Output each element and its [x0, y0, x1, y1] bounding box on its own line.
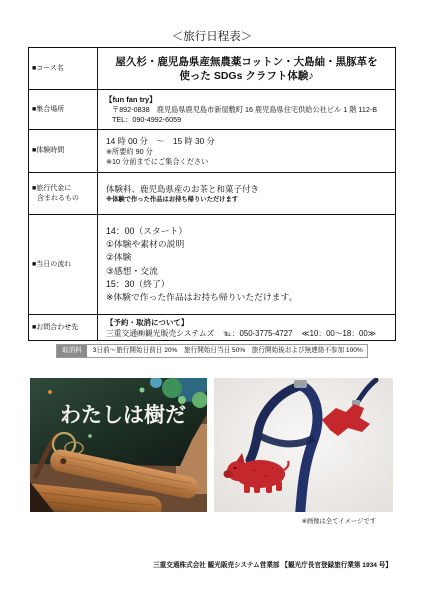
itinerary-table	[28, 47, 396, 341]
contact-phone: ℡：050-3775-4727	[223, 328, 293, 338]
contact-line	[106, 328, 395, 339]
contact-label: ■お問合わせ先	[29, 315, 98, 341]
metal-clasp	[294, 380, 307, 388]
contact-hours: ≪10：00～18：00≫	[301, 328, 376, 338]
meeting-value	[98, 90, 396, 130]
flow-step: 14：00（スタート）	[106, 225, 188, 236]
book-title-text: わたしは樹だ	[60, 403, 186, 427]
row-meeting-place	[29, 90, 396, 130]
wood-craft-photo	[30, 378, 207, 512]
time-label: ■体験時間	[29, 130, 98, 173]
meeting-label: ■集合場所	[29, 90, 98, 130]
included-label-line-2: 含まれるもの	[37, 194, 79, 202]
course-title-line-2: 使った SDGs クラフト体験♪	[179, 69, 314, 82]
included-label	[29, 173, 98, 215]
leather-craft-photo	[214, 378, 393, 512]
flow-label: ■当日の流れ	[29, 215, 98, 315]
row-course	[29, 48, 396, 90]
flow-value	[98, 215, 396, 315]
contact-heading: 【予約・取消について】	[106, 317, 189, 327]
flow-step: 15：30（終了）	[106, 278, 170, 289]
course-value	[98, 48, 396, 90]
wood-craft-illustration	[30, 378, 207, 512]
included-label-line-1: ■旅行代金に	[32, 184, 72, 192]
image-caption: ※画像は全てイメージです	[301, 518, 376, 525]
row-contact	[29, 315, 396, 341]
leather-craft-illustration	[214, 378, 393, 512]
row-experience-time	[29, 130, 396, 173]
course-title-line-1: 屋久杉・鹿児島県産無農薬コットン・大島紬・黒豚革を	[115, 55, 378, 68]
meeting-venue-name: 【fun fan try】	[105, 94, 157, 104]
included-note: ※体験で作った作品はお持ち帰りいただけます	[106, 196, 239, 203]
footer-company: 三重交通株式会社 観光販売システム営業部 【観光庁長官登録旅行業第 1934 号】	[153, 562, 392, 569]
flow-step: ①体験や素材の説明	[106, 239, 185, 250]
included-text: 体験料、鹿児島県産のお茶と和菓子付き	[106, 184, 260, 194]
cancellation-terms: 3日前～旅行開始日前日 20% 旅行開始日当日 50% 旅行開始後および無連絡不参加 100%	[92, 347, 363, 354]
meeting-address: 〒892-0838 鹿児島県鹿児島市新屋敷町 16 鹿児島県住宅供給公社ビル 1 階 112-B	[112, 104, 378, 114]
time-note-arrival: ※10 分前までにご集合ください	[106, 157, 209, 166]
time-note-duration: ※所要約 90 分	[106, 147, 153, 156]
time-value	[98, 130, 396, 173]
flow-step: ③感想・交流	[106, 265, 158, 276]
course-label: ■コース名	[29, 48, 98, 90]
cancellation-fee-box	[56, 344, 368, 358]
contact-value	[98, 315, 396, 341]
row-included	[29, 173, 396, 215]
contact-company: 三重交通㈱観光販売システムズ	[106, 328, 215, 338]
flow-step: ②体験	[106, 252, 132, 263]
included-value	[98, 173, 396, 215]
row-day-flow	[29, 215, 396, 315]
flow-note: ※体験で作った作品はお持ち帰りいただけます。	[106, 291, 298, 302]
meeting-phone: TEL：090-4992-6059	[112, 115, 182, 124]
page-title: ＜旅行日程表＞	[171, 31, 253, 43]
time-range: 14 時 00 分 ～ 15 時 30 分	[106, 136, 215, 146]
cancellation-badge: 取消料	[57, 345, 87, 357]
